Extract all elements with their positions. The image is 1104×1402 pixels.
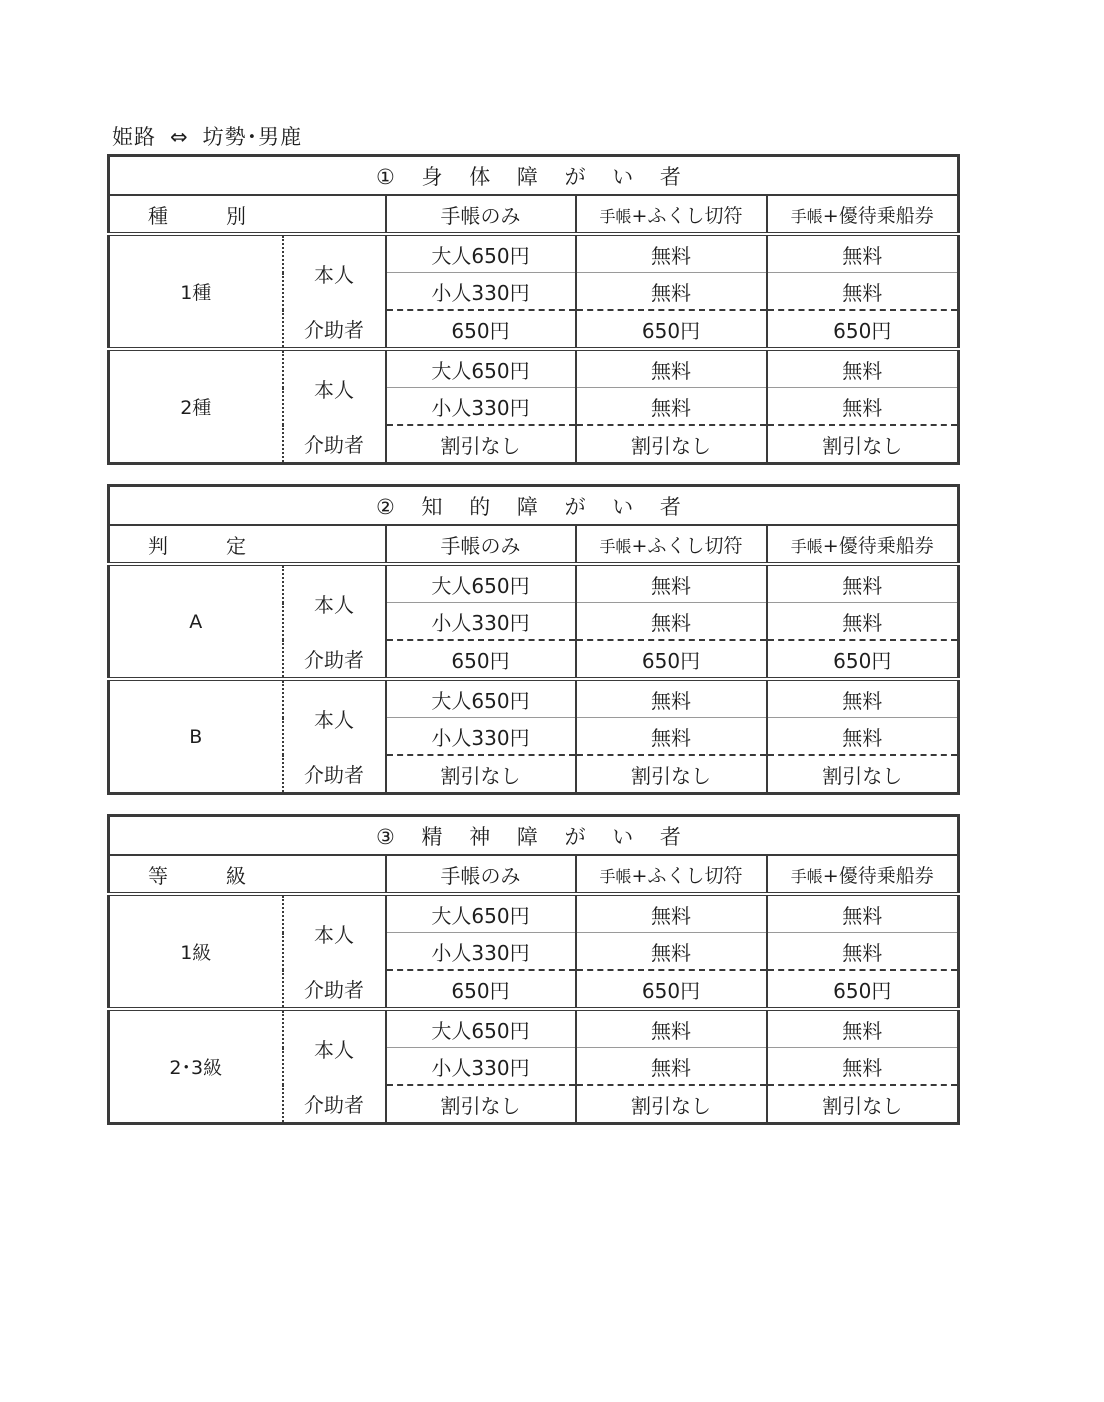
fare-cell: 割引なし — [386, 755, 576, 794]
fare-cell: 無料 — [767, 349, 959, 388]
person-self-label: 本人 — [314, 1037, 354, 1062]
person-helper-label: 介助者 — [283, 310, 386, 349]
fare-cell: 小人330円 — [386, 388, 576, 426]
fare-cell: 無料 — [576, 718, 767, 756]
header-handbook-only: 手帳のみ — [386, 195, 576, 234]
fare-cell: 650円 — [767, 640, 959, 679]
header-welfare-ticket: +ふくし切符 — [631, 204, 743, 227]
person-self-label: 本人 — [314, 262, 354, 287]
table-title: ② 知 的 障 が い 者 — [109, 486, 959, 526]
fare-cell: 650円 — [576, 970, 767, 1009]
fare-cell: 無料 — [767, 388, 959, 426]
header-preferential-ticket: +優待乗船券 — [822, 534, 934, 557]
fare-cell: 650円 — [386, 640, 576, 679]
fare-cell: 無料 — [767, 718, 959, 756]
fare-cell: 無料 — [576, 894, 767, 933]
table-title: ③ 精 神 障 が い 者 — [109, 816, 959, 856]
route-from: 姫路 — [112, 125, 156, 149]
fare-cell: 割引なし — [576, 755, 767, 794]
person-helper-label: 介助者 — [304, 763, 364, 787]
person-self-label: 本人 — [314, 922, 354, 947]
header-handbook-only: 手帳のみ — [386, 525, 576, 564]
fare-cell: 割引なし — [767, 1085, 959, 1124]
table-row — [109, 1009, 959, 1048]
category-label: 1級 — [109, 894, 283, 1009]
fare-cell: 割引なし — [386, 1085, 576, 1124]
fare-cell: 無料 — [767, 1009, 959, 1048]
header-handbook-preferential-ticket — [767, 195, 959, 234]
table-row — [109, 564, 959, 603]
category-header: 判定 — [109, 525, 386, 564]
fare-cell: 大人650円 — [386, 234, 576, 273]
intellectual-disability-table — [107, 484, 960, 795]
fare-cell: 650円 — [386, 310, 576, 349]
header-handbook-small: 手帳 — [599, 866, 632, 886]
fare-cell: 無料 — [767, 603, 959, 641]
fare-cell: 無料 — [767, 273, 959, 311]
fare-cell: 無料 — [767, 1048, 959, 1086]
person-self-label: 本人 — [314, 377, 354, 402]
fare-cell: 無料 — [576, 603, 767, 641]
fare-cell: 無料 — [767, 679, 959, 718]
person-helper-label: 介助者 — [304, 433, 364, 457]
header-handbook-small: 手帳 — [599, 536, 632, 556]
header-handbook-preferential-ticket — [767, 525, 959, 564]
fare-cell: 無料 — [767, 234, 959, 273]
header-handbook-small: 手帳 — [790, 536, 823, 556]
fare-cell: 小人330円 — [386, 603, 576, 641]
header-handbook-only: 手帳のみ — [386, 855, 576, 894]
fare-cell: 無料 — [576, 234, 767, 273]
fare-cell: 小人330円 — [386, 1048, 576, 1086]
category-label: 2･3級 — [109, 1009, 283, 1124]
fare-cell: 無料 — [767, 933, 959, 971]
fare-cell: 小人330円 — [386, 933, 576, 971]
fare-cell: 大人650円 — [386, 564, 576, 603]
category-header: 種別 — [109, 195, 386, 234]
person-helper-label: 介助者 — [304, 1093, 364, 1117]
mental-disability-table — [107, 814, 960, 1125]
fare-cell: 650円 — [767, 310, 959, 349]
fare-cell: 無料 — [767, 894, 959, 933]
route-to: 坊勢･男鹿 — [202, 125, 303, 149]
header-preferential-ticket: +優待乗船券 — [822, 864, 934, 887]
person-helper-label: 介助者 — [283, 970, 386, 1009]
bidirectional-arrow-icon: ⇔ — [170, 125, 189, 149]
fare-cell: 無料 — [576, 1048, 767, 1086]
fare-cell: 650円 — [386, 970, 576, 1009]
header-handbook-preferential-ticket — [767, 855, 959, 894]
header-welfare-ticket: +ふくし切符 — [631, 534, 743, 557]
header-handbook-welfare-ticket — [576, 855, 767, 894]
category-header: 等級 — [109, 855, 386, 894]
category-label: B — [109, 679, 283, 794]
header-preferential-ticket: +優待乗船券 — [822, 204, 934, 227]
fare-cell: 650円 — [767, 970, 959, 1009]
category-label: 2種 — [109, 349, 283, 464]
table-title: ① 身 体 障 が い 者 — [109, 156, 959, 196]
header-handbook-welfare-ticket — [576, 195, 767, 234]
fare-cell: 無料 — [767, 564, 959, 603]
fare-cell: 無料 — [576, 679, 767, 718]
person-self-label: 本人 — [314, 592, 354, 617]
fare-cell: 大人650円 — [386, 679, 576, 718]
header-handbook-small: 手帳 — [790, 866, 823, 886]
fare-cell: 割引なし — [576, 1085, 767, 1124]
header-handbook-small: 手帳 — [790, 206, 823, 226]
table-row — [109, 894, 959, 933]
physical-disability-table — [107, 154, 960, 465]
fare-cell: 無料 — [576, 388, 767, 426]
header-welfare-ticket: +ふくし切符 — [631, 864, 743, 887]
fare-cell: 無料 — [576, 349, 767, 388]
fare-cell: 無料 — [576, 564, 767, 603]
fare-cell: 割引なし — [386, 425, 576, 464]
fare-cell: 大人650円 — [386, 349, 576, 388]
fare-cell: 650円 — [576, 640, 767, 679]
header-handbook-welfare-ticket — [576, 525, 767, 564]
category-label: A — [109, 564, 283, 679]
table-row — [109, 234, 959, 273]
fare-cell: 割引なし — [767, 755, 959, 794]
person-self-label: 本人 — [314, 707, 354, 732]
category-label: 1種 — [109, 234, 283, 349]
fare-cell: 小人330円 — [386, 718, 576, 756]
fare-cell: 小人330円 — [386, 273, 576, 311]
fare-cell: 大人650円 — [386, 1009, 576, 1048]
fare-cell: 割引なし — [576, 425, 767, 464]
fare-cell: 無料 — [576, 1009, 767, 1048]
person-helper-label: 介助者 — [283, 640, 386, 679]
fare-cell: 650円 — [576, 310, 767, 349]
header-handbook-small: 手帳 — [599, 206, 632, 226]
fare-cell: 無料 — [576, 933, 767, 971]
route-title — [112, 121, 302, 151]
fare-cell: 無料 — [576, 273, 767, 311]
table-row — [109, 679, 959, 718]
table-row — [109, 349, 959, 388]
fare-cell: 割引なし — [767, 425, 959, 464]
fare-cell: 大人650円 — [386, 894, 576, 933]
